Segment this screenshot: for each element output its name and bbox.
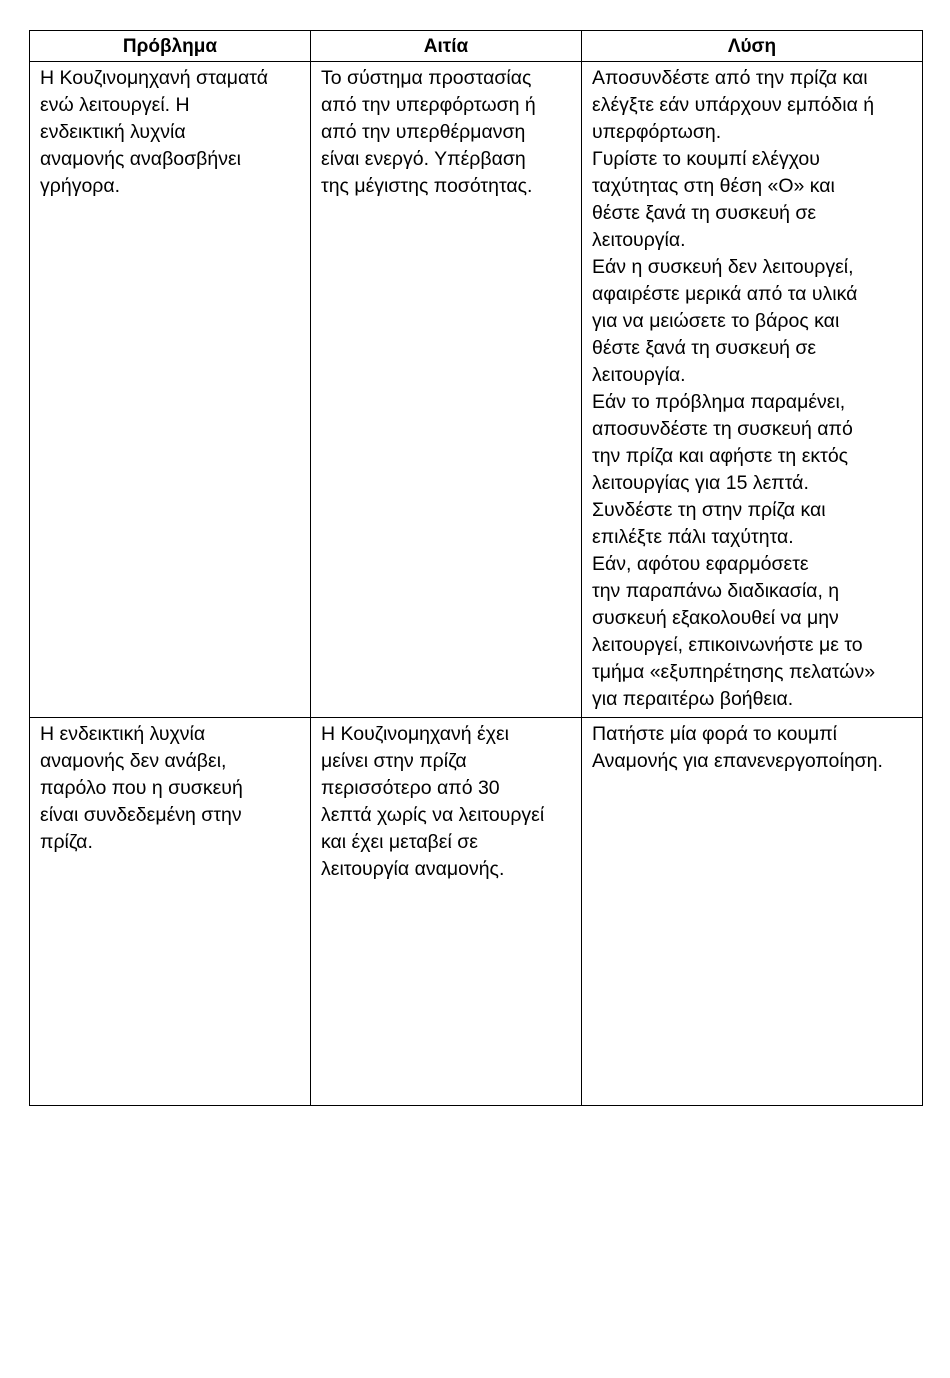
cause-cell <box>311 62 582 718</box>
text-line: αποσυνδέστε τη συσκευή από <box>592 418 853 440</box>
text-line: θέστε ξανά τη συσκευή σε <box>592 202 817 224</box>
problem-cell <box>30 62 311 718</box>
text-line: είναι ενεργό. Υπέρβαση <box>321 148 526 170</box>
text-line: λειτουργίας για 15 λεπτά. <box>592 472 809 494</box>
text-line: από την υπερφόρτωση ή <box>321 94 536 116</box>
table-row <box>30 62 923 718</box>
text-line: τμήμα «εξυπηρέτησης πελατών» <box>592 661 876 683</box>
text-line: της μέγιστης ποσότητας. <box>321 175 533 197</box>
header-row <box>30 31 923 62</box>
text-line: Η Κουζινομηχανή σταματά <box>40 67 268 89</box>
header-problem: Πρόβλημα <box>30 31 311 62</box>
text-line: την παραπάνω διαδικασία, η <box>592 580 840 602</box>
text-line: για περαιτέρω βοήθεια. <box>592 688 794 710</box>
text-line: αναμονής δεν ανάβει, <box>40 750 227 772</box>
solution-cell <box>582 62 923 718</box>
text-line: Αποσυνδέστε από την πρίζα και <box>592 67 868 89</box>
table-row <box>30 718 923 1106</box>
text-line: ενδεικτική λυχνία <box>40 121 186 143</box>
text-line: Εάν το πρόβλημα παραμένει, <box>592 391 846 413</box>
header-solution: Λύση <box>582 31 923 62</box>
text-line: επιλέξτε πάλι ταχύτητα. <box>592 526 794 548</box>
header-cause: Αιτία <box>311 31 582 62</box>
text-line: περισσότερο από 30 <box>321 777 500 799</box>
text-line: αφαιρέστε μερικά από τα υλικά <box>592 283 858 305</box>
text-line: Εάν, αφότου εφαρμόσετε <box>592 553 809 575</box>
text-line: λεπτά χωρίς να λειτουργεί <box>321 804 545 826</box>
text-line: ταχύτητας στη θέση «O» και <box>592 175 835 197</box>
text-line: Γυρίστε το κουμπί ελέγχου <box>592 148 820 170</box>
text-line: για να μειώσετε το βάρος και <box>592 310 840 332</box>
text-line: μείνει στην πρίζα <box>321 750 467 772</box>
text-line: λειτουργεί, επικοινωνήστε με το <box>592 634 863 656</box>
text-line: λειτουργία. <box>592 364 686 386</box>
text-line: γρήγορα. <box>40 175 121 197</box>
text-line: είναι συνδεδεμένη στην <box>40 804 242 826</box>
text-line: την πρίζα και αφήστε τη εκτός <box>592 445 849 467</box>
text-line: ενώ λειτουργεί. Η <box>40 94 190 116</box>
problem-cell <box>30 718 311 1106</box>
text-line: λειτουργία. <box>592 229 686 251</box>
text-line: από την υπερθέρμανση <box>321 121 526 143</box>
text-line: αναμονής αναβοσβήνει <box>40 148 242 170</box>
text-line: Το σύστημα προστασίας <box>321 67 532 89</box>
text-line: λειτουργία αναμονής. <box>321 858 505 880</box>
text-line: και έχει μεταβεί σε <box>321 831 478 853</box>
text-line: θέστε ξανά τη συσκευή σε <box>592 337 817 359</box>
text-line: Αναμονής για επανενεργοποίηση. <box>592 750 883 772</box>
text-line: Εάν η συσκευή δεν λειτουργεί, <box>592 256 854 278</box>
cause-cell <box>311 718 582 1106</box>
text-line: Η Κουζινομηχανή έχει <box>321 723 509 745</box>
troubleshooting-table <box>29 30 923 1106</box>
text-line: παρόλο που η συσκευή <box>40 777 243 799</box>
text-line: ελέγξτε εάν υπάρχουν εμπόδια ή <box>592 94 875 116</box>
text-line: συσκευή εξακολουθεί να μην <box>592 607 839 629</box>
text-line: Η ενδεικτική λυχνία <box>40 723 206 745</box>
text-line: υπερφόρτωση. <box>592 121 722 143</box>
text-line: πρίζα. <box>40 831 93 853</box>
text-line: Πατήστε μία φορά το κουμπί <box>592 723 838 745</box>
solution-cell <box>582 718 923 1106</box>
text-line: Συνδέστε τη στην πρίζα και <box>592 499 826 521</box>
